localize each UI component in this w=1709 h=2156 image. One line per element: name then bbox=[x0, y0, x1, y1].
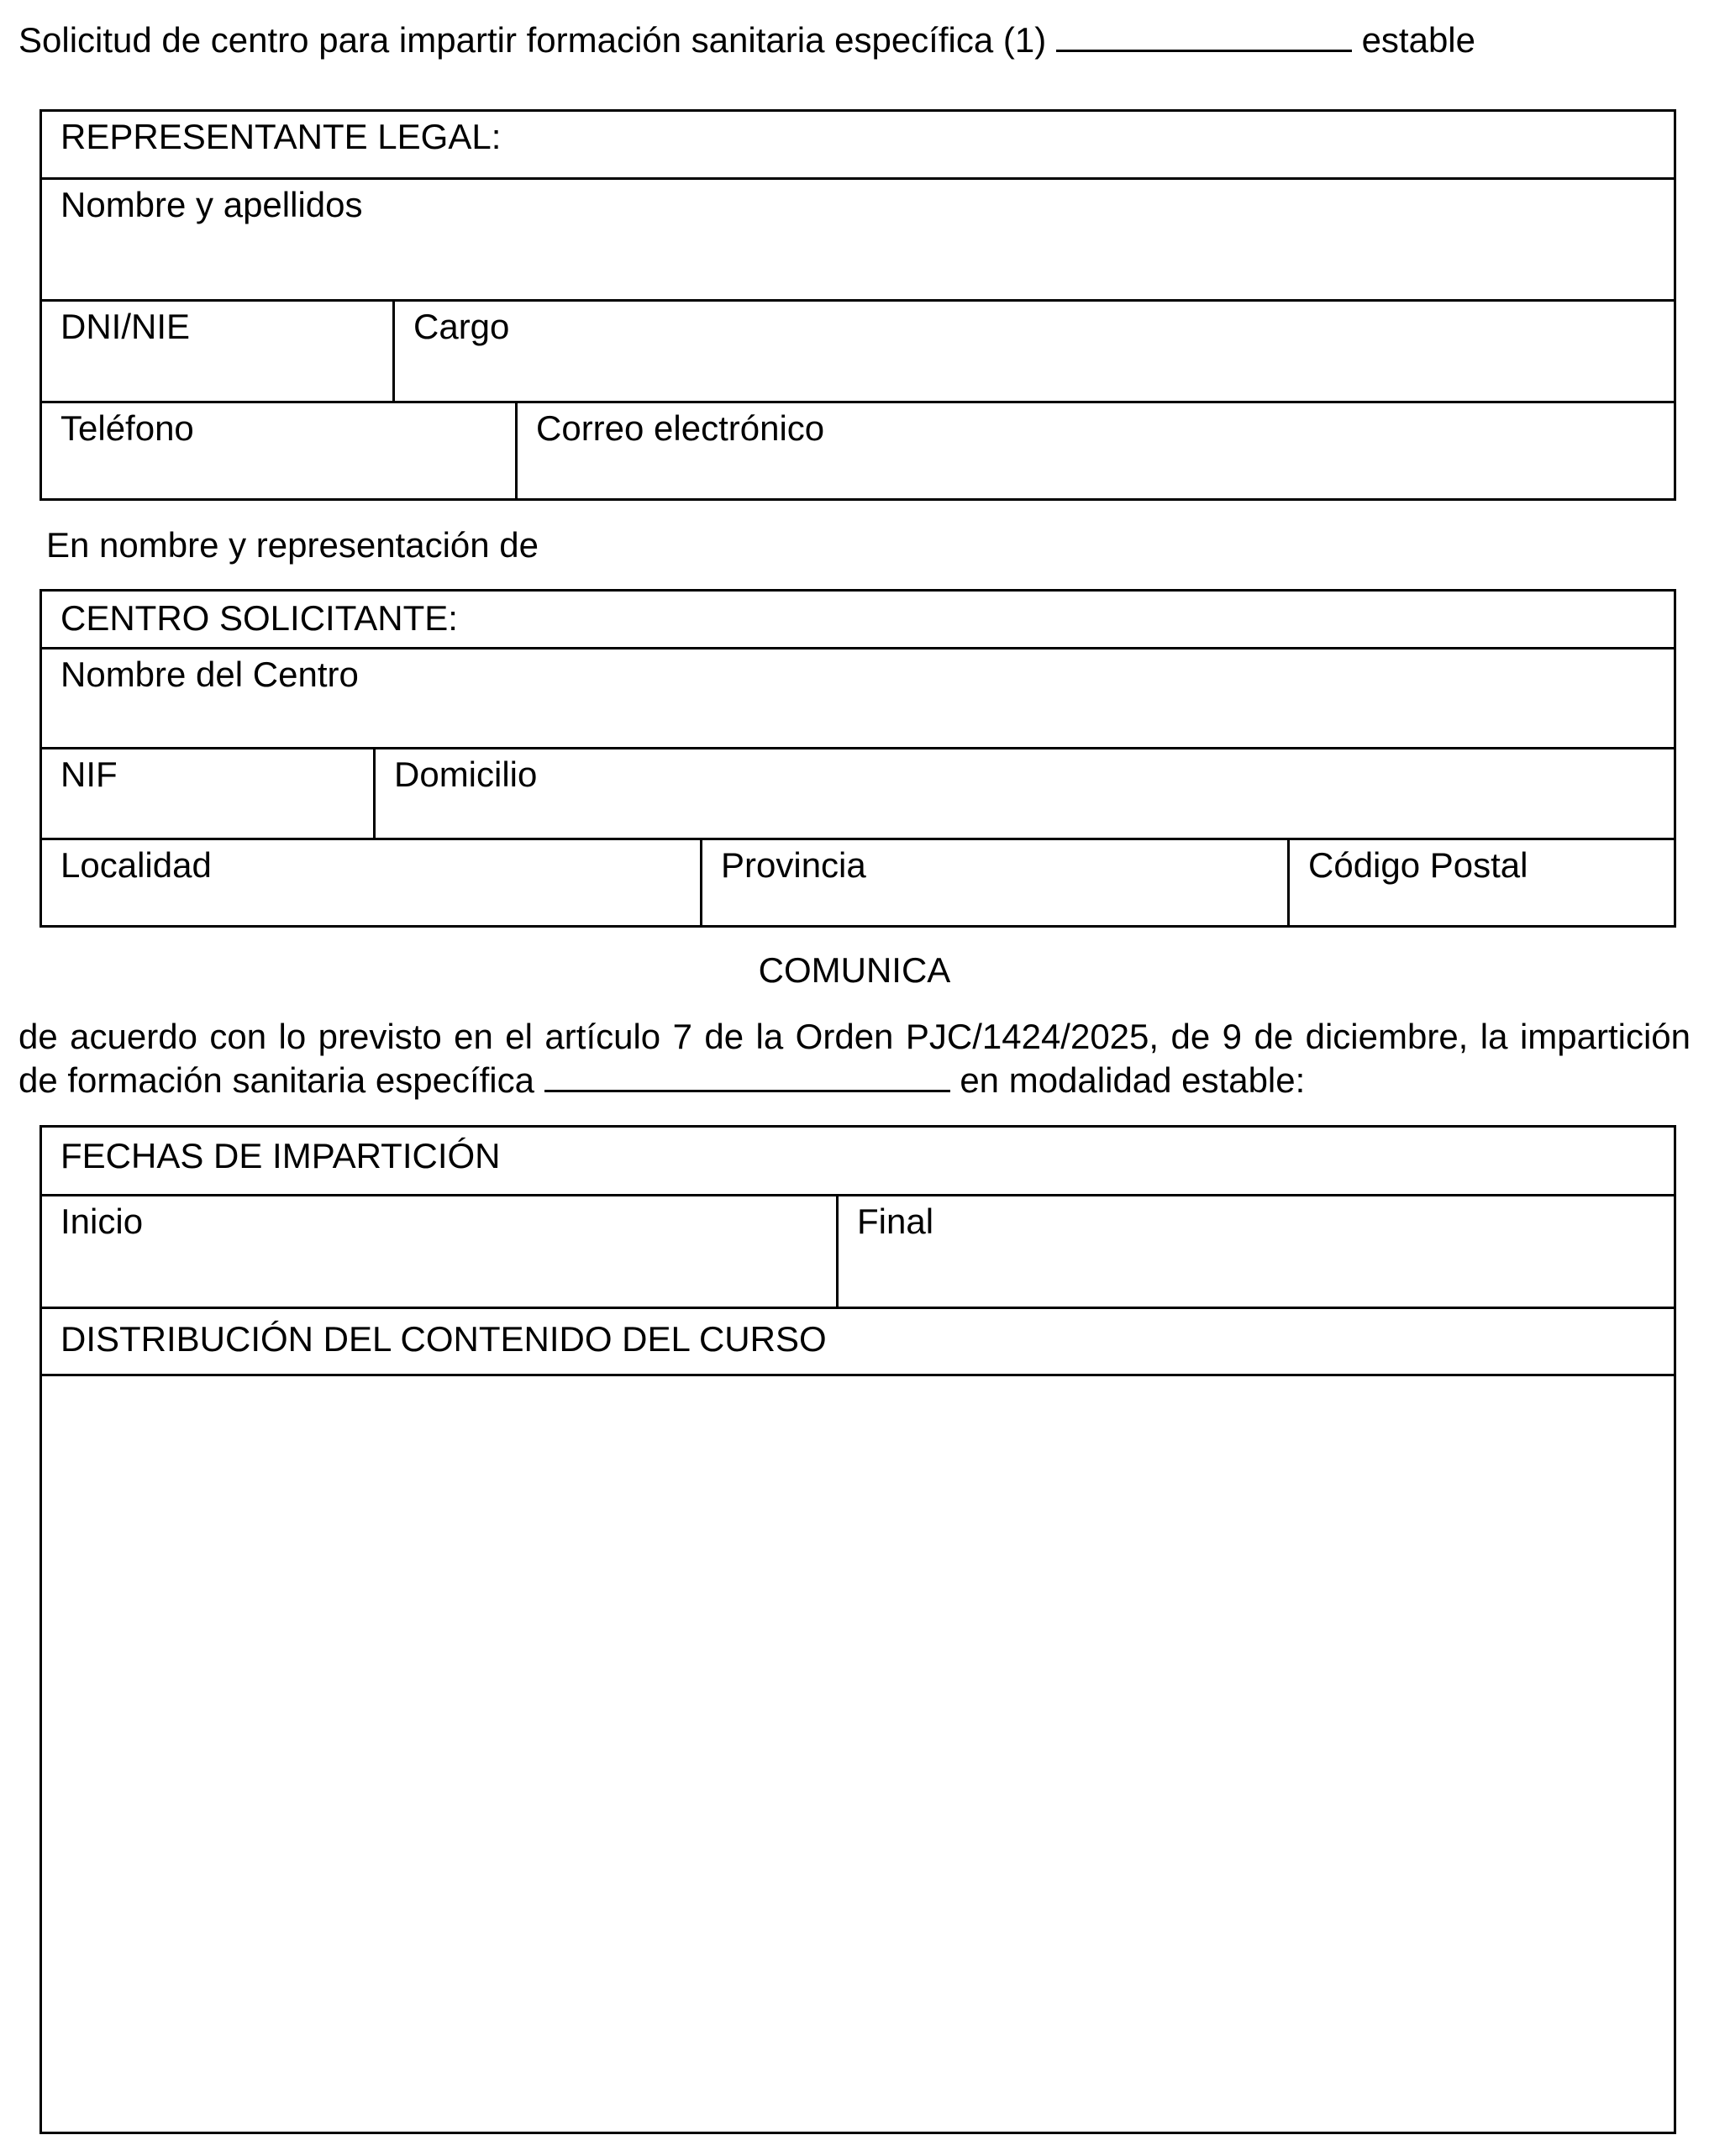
domicilio-field[interactable]: Domicilio bbox=[373, 749, 1674, 840]
representante-legal-table bbox=[39, 109, 1676, 501]
comunica-paragraph: de acuerdo con lo previsto en el artículo 7 de la Orden PJC/1424/2025, de 9 de diciembre, la impartición de formación sanitaria específica en modalidad estable: bbox=[18, 1017, 1691, 1100]
en-nombre-text: En nombre y representación de bbox=[46, 525, 539, 565]
localidad-field[interactable]: Localidad bbox=[60, 845, 212, 885]
dni-field[interactable]: DNI/NIE bbox=[60, 307, 191, 346]
correo-field[interactable]: Correo electrónico bbox=[515, 403, 1674, 498]
nombre-centro-field[interactable]: Nombre del Centro bbox=[60, 655, 359, 694]
distribucion-header: DISTRIBUCIÓN DEL CONTENIDO DEL CURSO bbox=[60, 1319, 827, 1359]
telefono-field[interactable]: Teléfono bbox=[60, 408, 194, 448]
centro-header: CENTRO SOLICITANTE: bbox=[60, 598, 458, 638]
centro-solicitante-table bbox=[39, 589, 1676, 928]
comunica-heading: COMUNICA bbox=[758, 950, 951, 990]
nif-field[interactable]: NIF bbox=[60, 755, 118, 794]
codigo-postal-field[interactable]: Código Postal bbox=[1287, 840, 1674, 925]
distribucion-contenido-field[interactable] bbox=[42, 1376, 1674, 2132]
representante-header: REPRESENTANTE LEGAL: bbox=[60, 117, 502, 156]
form-title: Solicitud de centro para impartir formación sanitaria específica (1) estable bbox=[18, 20, 1475, 60]
cargo-field[interactable]: Cargo bbox=[392, 302, 1674, 403]
final-field[interactable]: Final bbox=[836, 1196, 1674, 1309]
title-blank-field[interactable] bbox=[1056, 50, 1352, 52]
nombre-apellidos-field[interactable]: Nombre y apellidos bbox=[60, 185, 363, 224]
provincia-field[interactable]: Provincia bbox=[700, 840, 1287, 925]
formacion-blank-field[interactable] bbox=[544, 1090, 950, 1092]
inicio-field[interactable]: Inicio bbox=[60, 1202, 144, 1241]
fechas-header: FECHAS DE IMPARTICIÓN bbox=[60, 1136, 501, 1175]
fechas-table bbox=[39, 1125, 1676, 2134]
